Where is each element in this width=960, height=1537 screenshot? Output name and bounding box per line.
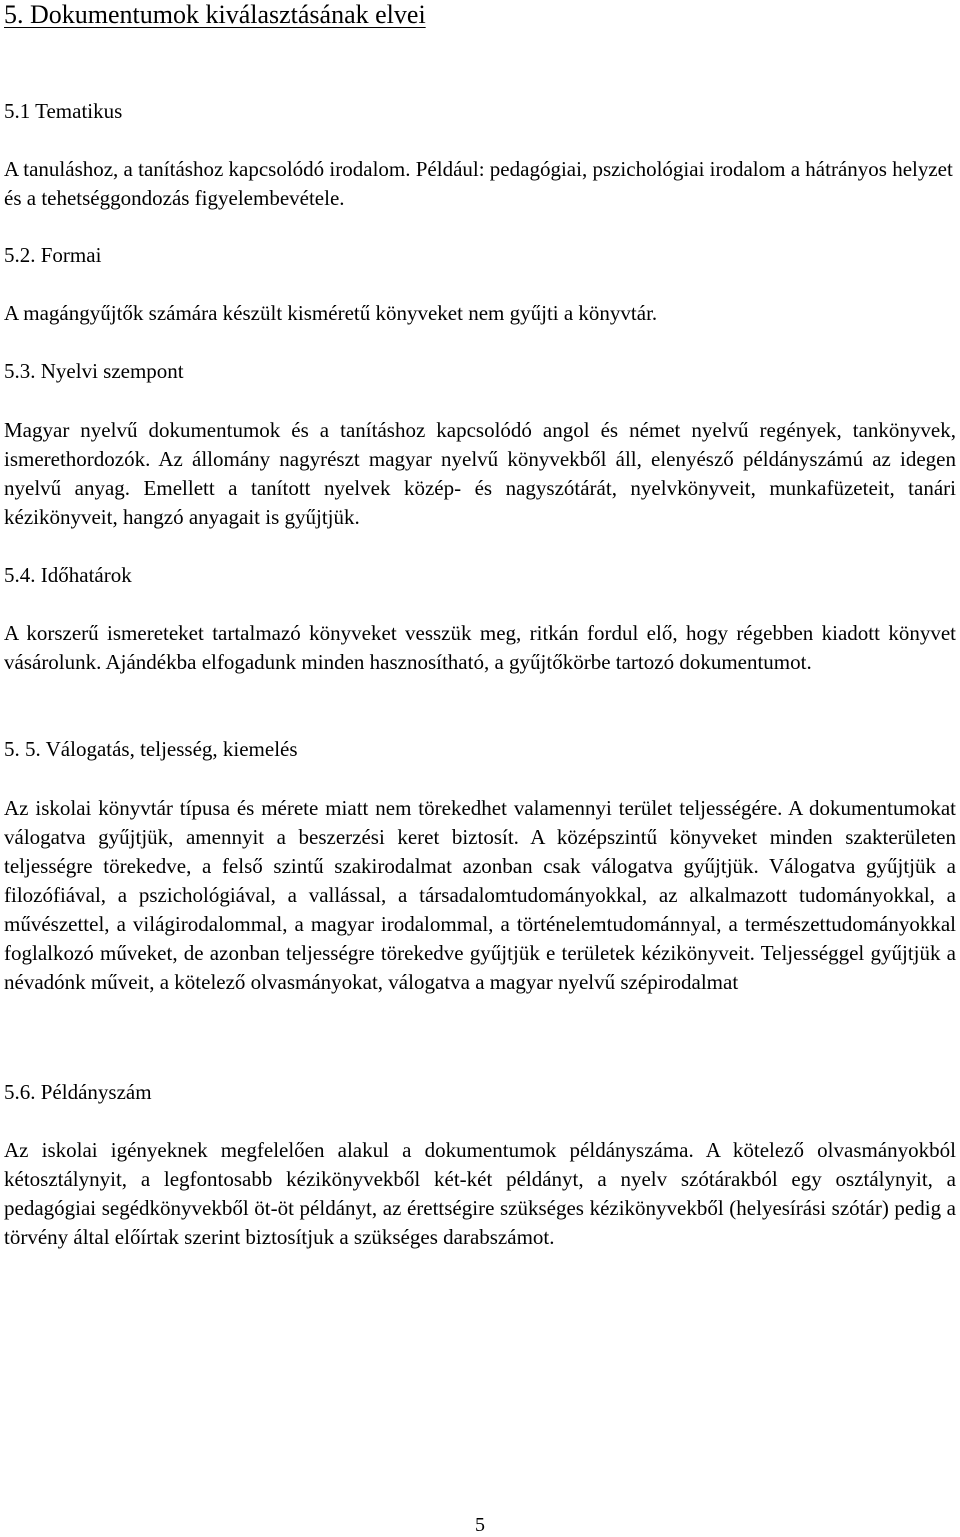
section-heading-valogatas: 5. 5. Válogatás, teljesség, kiemelés xyxy=(4,737,298,761)
section-heading-idohatarok: 5.4. Időhatárok xyxy=(4,563,132,587)
section-paragraph-valogatas: Az iskolai könyvtár típusa és mérete miatt nem törekedhet valamennyi terület teljességére. A dokumentumokat válogatva gyűjtjük, amennyit a beszerzési keret biztosít. A középszintű könyveket minden szakterületen teljességre törekedve, a felső szintű szakirodalmat azonban csak válogatva gyűjtjük. Válogatva gyűjtjük a filozófiával, a pszichológiával, a vallással, a társadalomtudományokkal, az alkalmazott tudományokkal, a művészettel, a világirodalommal, a magyar irodalommal, a történelemtudománnyal, a természettudományokkal foglalkozó műveket, de azonban teljességre törekedve gyűjtjük e területek kézikönyveit. Teljességgel gyűjtjük a névadónk műveit, a kötelező olvasmányokat, válogatva a magyar nyelvű szépirodalmat xyxy=(4,796,956,994)
section-paragraph-peldanyszam: Az iskolai igényeknek megfelelően alakul a dokumentumok példányszáma. A kötelező olvasmányokból kétosztálynyit, a legfontosabb kézikönyvekből két-két példányt, a nyelv szótárakból egy osztálynyit, a pedagógiai segédkönyvekből öt-öt példányt, az érettségire szükséges kézikönyvekből (helyesírási szótár) pedig a törvény által előírtak szerint biztosítjuk a szükséges darabszámot. xyxy=(4,1138,956,1249)
section-heading-tematikus: 5.1 Tematikus xyxy=(4,99,123,123)
section-heading-nyelvi-szempont: 5.3. Nyelvi szempont xyxy=(4,359,184,383)
section-paragraph-tematikus: A tanuláshoz, a tanításhoz kapcsolódó irodalom. Például: pedagógiai, pszichológiai irodalom a hátrányos helyzet és a tehetséggondozás figyelembevétele. xyxy=(4,157,953,210)
section-heading-peldanyszam: 5.6. Példányszám xyxy=(4,1080,152,1104)
chapter-title: 5. Dokumentumok kiválasztásának elvei xyxy=(4,0,426,29)
section-paragraph-formai: A magángyűjtők számára készült kisméretű könyveket nem gyűjti a könyvtár. xyxy=(4,301,658,325)
section-paragraph-idohatarok: A korszerű ismereteket tartalmazó könyveket vesszük meg, ritkán fordul elő, hogy régebben kiadott könyvet vásárolunk. Ajándékba elfogadunk minden hasznosítható, a gyűjtőkörbe tartozó dokumentumot. xyxy=(4,621,956,674)
section-paragraph-nyelvi-szempont: Magyar nyelvű dokumentumok és a tanításhoz kapcsolódó angol és német nyelvű regények, tankönyvek, ismerethordozók. Az állomány nagyrészt magyar nyelvű könyvekből áll, elenyésző példányszámú az idegen nyelvű anyag. Emellett a tanított nyelvek közép- és nagyszótárát, nyelvkönyveit, munkafüzeteit, tanári kézikönyveit, hangzó anyagait is gyűjtjük. xyxy=(4,418,956,529)
page-number: 5 xyxy=(475,1514,485,1536)
section-heading-formai: 5.2. Formai xyxy=(4,243,102,267)
